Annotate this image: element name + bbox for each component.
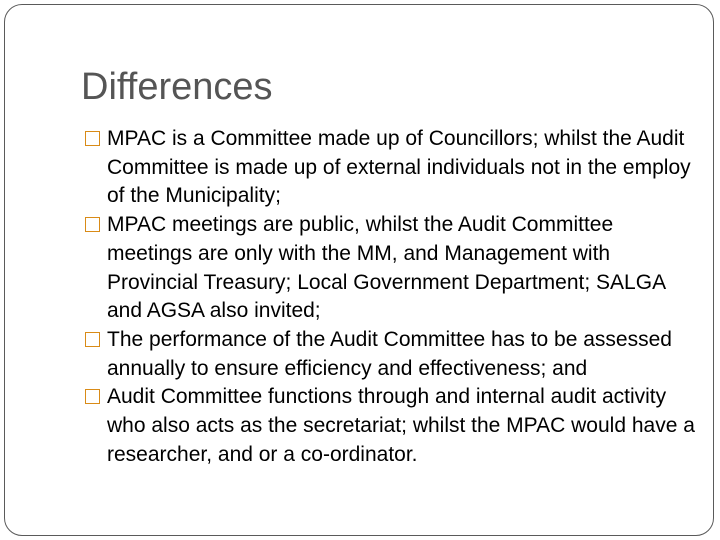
square-bullet-icon (85, 332, 100, 347)
square-bullet-icon (85, 217, 100, 232)
slide-frame (4, 4, 714, 536)
square-bullet-icon (85, 131, 100, 146)
bullet-item (85, 125, 700, 211)
square-bullet-icon (85, 389, 100, 404)
bullet-text: The performance of the Audit Committee has to be assessed annually to ensure efficiency and effectiveness; and (107, 327, 672, 380)
bullet-item (85, 211, 700, 326)
slide-title: Differences (81, 66, 273, 108)
bullet-text: Audit Committee functions through and internal audit activity who also acts as the secretariat; whilst the MPAC would have a researcher, and or a co-ordinator. (107, 385, 695, 466)
bullet-text: MPAC meetings are public, whilst the Audit Committee meetings are only with the MM, and Management with Provincial Treasury; Local Government Department; SALGA and AGSA also invited; (107, 213, 665, 323)
bullet-item (85, 383, 700, 469)
bullet-list (85, 125, 700, 469)
bullet-text: MPAC is a Committee made up of Councillors; whilst the Audit Committee is made up of external individuals not in the employ of the Municipality; (107, 127, 691, 208)
bullet-item (85, 326, 700, 383)
